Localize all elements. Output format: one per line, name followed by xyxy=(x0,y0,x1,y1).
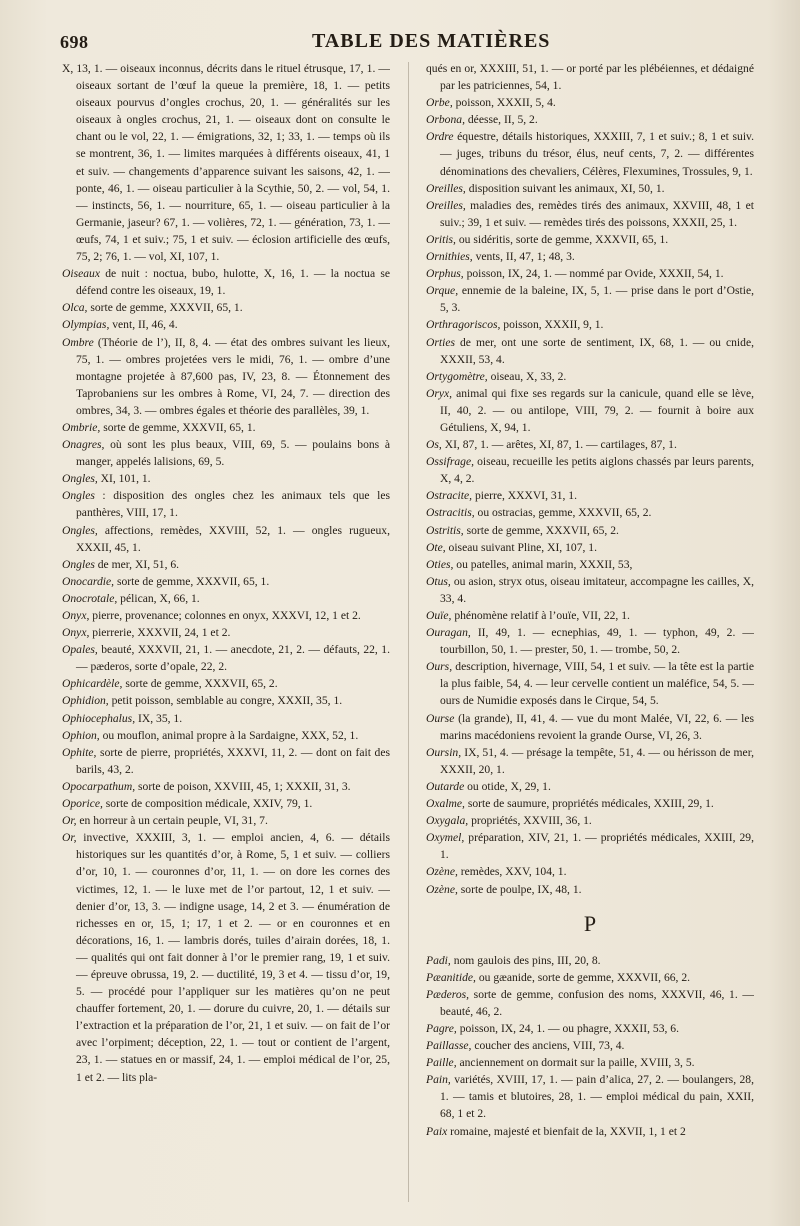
entry-text: XI, 101, 1. xyxy=(97,472,151,486)
entry-text: affections, remèdes, XXVIII, 52, 1. — ongles rugueux, XXXII, 45, 1. xyxy=(76,523,390,554)
index-entry xyxy=(426,316,754,333)
index-entry xyxy=(426,180,754,197)
index-entry xyxy=(426,744,754,778)
index-entry xyxy=(426,812,754,829)
entry-text: remèdes, XXV, 104, 1. xyxy=(457,865,567,879)
entry-text: sorte de gemme, XXXVII, 65, 2. xyxy=(122,677,278,691)
entry-text: qués en or, XXXIII, 51, 1. — or porté par les plébéiennes, et dédaigné par les patriciennes, 54, 1. xyxy=(426,62,754,93)
entry-text: petit poisson, semblable au congre, XXXII, 35, 1. xyxy=(108,694,343,708)
index-entry xyxy=(62,265,390,299)
entry-text: : disposition des ongles chez les animaux tels que les panthères, VIII, 17, 1. xyxy=(76,489,390,520)
entry-text: sorte de gemme, XXXVII, 65, 1. xyxy=(114,574,270,588)
index-entry xyxy=(426,556,754,573)
entry-text: sorte de poulpe, IX, 48, 1. xyxy=(457,882,582,896)
entry-text: poisson, XXXII, 5, 4. xyxy=(452,96,556,110)
entry-headword: Onyx, xyxy=(62,609,90,622)
section-letter-heading: P xyxy=(583,910,597,936)
entry-headword: Oreilles, xyxy=(426,198,466,212)
index-entry xyxy=(426,231,754,248)
entry-headword: Onyx, xyxy=(62,626,90,640)
entry-headword: Ozène, xyxy=(426,882,458,896)
entry-text: sorte de composition médicale, XXIV, 79, 1. xyxy=(102,797,313,811)
entry-text: anciennement on dormait sur la paille, XVIII, 3, 5. xyxy=(456,1056,695,1070)
entry-text: vents, II, 47, 1; 48, 3. xyxy=(472,250,575,264)
entry-text: ou mouflon, animal propre à la Sardaigne, XXX, 52, 1. xyxy=(99,728,359,742)
entry-headword: Ongles xyxy=(62,557,95,571)
index-entry xyxy=(426,282,754,316)
entry-text: oiseau, recueille les petits aiglons chassés par leurs parents, X, 4, 2. xyxy=(440,455,754,486)
entry-headword: Orphus, xyxy=(426,267,464,281)
index-entry xyxy=(426,969,754,986)
entry-headword: Ombrie, xyxy=(62,420,101,434)
index-entry xyxy=(62,316,390,333)
index-entry xyxy=(62,487,390,521)
index-entry xyxy=(426,487,754,504)
entry-headword: Os, xyxy=(426,438,442,452)
index-entry xyxy=(62,624,390,641)
entry-text: description, hivernage, VIII, 54, 1 et suiv. — la tête est la partie la plus faible, 54, 4. — leur cervelle contient un maléfice, 54, 5. — ours de Numidie exposés dans le Cirque, 54, 5. xyxy=(440,660,754,708)
index-entry xyxy=(62,556,390,573)
entry-text: pélican, X, 66, 1. xyxy=(117,591,200,605)
entry-text: déesse, II, 5, 2. xyxy=(464,113,538,127)
entry-text: ou gæanide, sorte de gemme, XXXVII, 66, 2. xyxy=(475,970,691,984)
index-entry xyxy=(62,436,390,470)
index-entry xyxy=(426,368,754,385)
index-entry xyxy=(426,624,754,658)
index-entry xyxy=(62,710,390,727)
entry-headword: Pain, xyxy=(426,1073,451,1087)
entry-headword: Orque, xyxy=(426,284,459,298)
entry-text: XI, 87, 1. — arêtes, XI, 87, 1. — cartilages, 87, 1. xyxy=(441,438,677,452)
entry-headword: Onocrotale, xyxy=(62,591,118,605)
index-entry xyxy=(62,744,390,778)
index-entry xyxy=(426,248,754,265)
entry-text: phénomène relatif à l’ouïe, VII, 22, 1. xyxy=(451,609,630,622)
entry-text: (Théorie de l’), II, 8, 4. — état des ombres suivant les lieux, 75, 1. — ombres projetées vers le midi, 76, 1. — ombre d’une montagne projetée à 87,600 pas, IV, 23, 8. — Étonnement des Taprobaniens sur les ombres à Rome, VI, 24, 7. — direction des ombres, 34, 3. — ombres égales et théorie des parallèles, 39, 1. xyxy=(76,335,390,417)
right-column-p-entries xyxy=(426,952,754,1140)
page-header xyxy=(60,28,551,58)
entry-headword: Orbe, xyxy=(426,96,453,110)
entry-headword: Ophidion, xyxy=(62,694,109,708)
entry-text: romaine, majesté et bienfait de la, XXVII, 1, 1 et 2 xyxy=(447,1124,686,1138)
index-entry xyxy=(62,573,390,590)
entry-text: disposition suivant les animaux, XI, 50, 1. xyxy=(465,181,665,195)
index-entry xyxy=(426,334,754,368)
index-entry xyxy=(62,607,390,624)
entry-headword: Ourse xyxy=(426,711,455,725)
index-entry xyxy=(426,539,754,556)
entry-headword: Oiseaux xyxy=(62,267,100,281)
entry-headword: Pæderos, xyxy=(426,987,470,1001)
index-entry xyxy=(62,727,390,744)
index-entry xyxy=(426,881,754,898)
entry-headword: Ours, xyxy=(426,660,453,674)
index-entry xyxy=(62,470,390,487)
entry-text: X, 13, 1. — oiseaux inconnus, décrits dans le rituel étrusque, 17, 1. — oiseaux sortant de l’œuf la queue la première, 18, 1. — petits oiseaux pourvus d’ongles crochus, 20, 1. — généralités sur les oiseaux à ongles crochus, 21, 1. — oiseaux dont on consulte le chant ou le vol, 22, 1. — émigrations, 32, 1; 33, 1. — temps où ils se montrent, 36, 1. — limites marquées à différents oiseaux, 41, 1 et suiv. — changements d’apparence suivant les saisons, 42, 1. — ponte, 46, 1. — oiseau particulier à la Scythie, 50, 2. — vol, 54, 1. — instincts, 56, 1. — nourriture, 65, 1. — oiseau particulier à la Germanie, jaseur? 67, 1. — volières, 72, 1. — génération, 73, 1. — œufs, 74, 1 et suiv.; 75, 1 et suiv. — éclosion artificielle des œufs, 75, 2; 76, 1. — vol, XI, 107, 1. xyxy=(62,62,390,264)
entry-headword: Ophiocephalus, xyxy=(62,711,136,725)
index-entry xyxy=(426,128,754,179)
entry-headword: Ophion, xyxy=(62,728,100,742)
index-entry xyxy=(426,436,754,453)
entry-text: vent, II, 46, 4. xyxy=(109,318,178,332)
index-entry xyxy=(62,692,390,709)
entry-text: poisson, XXXII, 9, 1. xyxy=(500,318,604,332)
index-entry xyxy=(62,419,390,436)
entry-headword: Or, xyxy=(62,814,77,828)
entry-headword: Olympias, xyxy=(62,318,110,332)
entry-headword: Paillasse, xyxy=(426,1039,472,1053)
entry-headword: Ongles xyxy=(62,489,95,503)
entry-text: (la grande), II, 41, 4. — vue du mont Malée, VI, 22, 6. — les marins macédoniens revoient la grande Ourse, VI, 26, 3. xyxy=(440,711,754,742)
index-entry xyxy=(426,94,754,111)
entry-headword: Outarde xyxy=(426,779,465,793)
entry-text: oiseau, X, 33, 2. xyxy=(487,369,567,383)
entry-text: ou asion, stryx otus, oiseau imitateur, accompagne les cailles, X, 33, 4. xyxy=(440,574,754,605)
entry-headword: Oryx, xyxy=(426,386,453,400)
entry-text: ou otide, X, 29, 1. xyxy=(464,779,551,793)
entry-text: sorte de gemme, confusion des noms, XXXVII, 46, 1. — beauté, 46, 2. xyxy=(440,987,754,1018)
entry-text: sorte de poison, XXVIII, 45, 1; XXXII, 31, 3. xyxy=(135,779,351,793)
index-entry xyxy=(426,952,754,969)
entry-text: de mer, ont une sorte de sentiment, IX, 68, 1. — ou cnide, XXXII, 53, 4. xyxy=(440,335,754,366)
index-entry xyxy=(62,675,390,692)
entry-text: de nuit : noctua, bubo, hulotte, X, 16, 1. — la noctua se défend contre les oiseaux, 19, 1. xyxy=(76,267,390,298)
entry-headword: Oxygala, xyxy=(426,814,469,828)
index-entry xyxy=(62,641,390,675)
page-number: 698 xyxy=(60,32,89,52)
index-entry xyxy=(426,863,754,880)
entry-headword: Onocardie, xyxy=(62,574,115,588)
entry-text: IX, 51, 4. — présage la tempête, 51, 4. — ou hérisson de mer, XXXII, 20, 1. xyxy=(440,745,754,776)
entry-headword: Otus, xyxy=(426,574,451,588)
entry-text: pierre, provenance; colonnes en onyx, XXXVI, 12, 1 et 2. xyxy=(89,609,361,622)
entry-headword: Ouïe, xyxy=(426,609,452,622)
entry-text: animal qui fixe ses regards sur la canicule, quand elle se lève, II, 40, 2. — ou antilope, VIII, 79, 2. — fournit à boire aux Gétuliens, X, 94, 1. xyxy=(440,386,754,434)
index-entry xyxy=(426,1071,754,1122)
entry-headword: Ongles, xyxy=(62,523,98,537)
index-entry xyxy=(62,795,390,812)
entry-text: pierrerie, XXXVII, 24, 1 et 2. xyxy=(89,626,231,640)
entry-text: sorte de saumure, propriétés médicales, XXIII, 29, 1. xyxy=(464,797,714,811)
entry-headword: Oties, xyxy=(426,557,454,571)
index-entry xyxy=(62,812,390,829)
entry-text: sorte de gemme, XXXVII, 65, 1. xyxy=(87,301,243,315)
entry-headword: Ouragan, xyxy=(426,626,471,640)
entry-headword: Ortygomètre, xyxy=(426,369,488,383)
entry-text: ou patelles, animal marin, XXXII, 53, xyxy=(453,557,633,571)
entry-text: en horreur à un certain peuple, VI, 31, 7. xyxy=(76,814,268,828)
entry-headword: Ongles, xyxy=(62,472,98,486)
entry-headword: Ombre xyxy=(62,335,94,349)
index-entry xyxy=(426,710,754,744)
entry-text: coucher des anciens, VIII, 73, 4. xyxy=(471,1039,625,1053)
index-entry xyxy=(426,658,754,709)
entry-headword: Pæanitide, xyxy=(426,970,476,984)
entry-text: pierre, XXXVI, 31, 1. xyxy=(472,489,578,503)
entry-headword: Orties xyxy=(426,335,455,349)
entry-text: IX, 35, 1. xyxy=(135,711,183,725)
index-entry xyxy=(426,1123,754,1140)
entry-headword: Oxymel, xyxy=(426,831,465,845)
entry-headword: Ostritis, xyxy=(426,523,464,537)
index-entry xyxy=(426,1020,754,1037)
entry-headword: Ophite, xyxy=(62,745,97,759)
entry-text: de mer, XI, 51, 6. xyxy=(94,557,180,571)
entry-text: ou sidéritis, sorte de gemme, XXXVII, 65, 1. xyxy=(455,232,669,246)
entry-text: propriétés, XXVIII, 36, 1. xyxy=(468,814,592,828)
index-entry xyxy=(426,111,754,128)
entry-text: poisson, IX, 24, 1. — ou phagre, XXXII, 53, 6. xyxy=(456,1021,680,1035)
entry-text: II, 49, 1. — ecnephias, 49, 1. — typhon, 49, 2. — tourbillon, 50, 1. — prester, 50, 1. — trombe, 50, 2. xyxy=(440,626,754,657)
index-entry xyxy=(426,1054,754,1071)
index-entry xyxy=(426,60,754,94)
entry-headword: Oporice, xyxy=(62,797,103,811)
entry-headword: Ornithies, xyxy=(426,250,473,264)
entry-headword: Oxalme, xyxy=(426,797,465,811)
index-entry xyxy=(62,522,390,556)
entry-text: maladies des, remèdes tirés des animaux, XXVIII, 48, 1 et suiv.; 39, 1 et suiv. — remèdes tirés des poissons, XXXII, 25, 1. xyxy=(440,198,754,229)
right-column-o-entries xyxy=(426,60,754,898)
index-entry xyxy=(426,197,754,231)
entry-headword: Pagre, xyxy=(426,1021,457,1035)
entry-headword: Oritis, xyxy=(426,232,456,246)
index-entry xyxy=(426,385,754,436)
index-entry xyxy=(62,590,390,607)
entry-headword: Ote, xyxy=(426,540,446,554)
entry-text: invective, XXXIII, 3, 1. — emploi ancien, 4, 6. — détails historiques sur les quantités d’or, à Rome, 5, 1 et suiv. — colliers d’or, 10, 1. — couronnes d’or, 11, 1. — on dore les cornes des victimes, 12, 1. — le luxe met de l’or partout, 12, 1 et suiv. — denier d’or, 13, 3. — indigne usage, 14, 2 et 3. — énumération de richesses en or, 15, 1; 17, 1 et 2. — or en couronnes et en décorations, 16, 1. — lambris dorés, tuiles d’airain dorées, 18, 1. — qualités qui ont fait donner à l’or le premier rang, 19, 1 et suiv. — épreuve obrussa, 19, 2. — ductilité, 19, 3 et 4. — tissu d’or, 19, 5. — procédé pour l’appliquer sur les matières qu’on ne peut chauffer fortement, 20, 1. — dorure du cuivre, 20, 1. — détails sur l’extraction et la préparation de l’or, 21, 1 et suiv. — on fait de l’or avec l’orpiment; déception, 22, 1. — tout or contient de l’argent, 23, 1. — statues en or massif, 24, 1. — emploi médical de l’or, 25, 1 et 2. — lits pla- xyxy=(76,831,390,1084)
left-column xyxy=(62,60,390,1226)
entry-text: où sont les plus beaux, VIII, 69, 5. — poulains bons à manger, appelés lalisions, 69, 5. xyxy=(76,438,390,469)
index-entry xyxy=(62,60,390,265)
index-entry xyxy=(426,986,754,1020)
index-entry xyxy=(426,829,754,863)
index-entry xyxy=(426,522,754,539)
index-entry xyxy=(426,573,754,607)
index-entry xyxy=(62,829,390,1085)
entry-headword: Oreilles, xyxy=(426,181,466,195)
index-entry xyxy=(426,795,754,812)
entry-headword: Ostracite, xyxy=(426,489,473,503)
index-entry xyxy=(426,265,754,282)
index-entry xyxy=(62,334,390,419)
column-divider xyxy=(408,62,409,1202)
entry-headword: Or, xyxy=(62,831,77,845)
entry-headword: Paix xyxy=(426,1124,448,1138)
index-entry xyxy=(426,453,754,487)
entry-text: variétés, XVIII, 17, 1. — pain d’alica, 27, 2. — boulangers, 28, 1. — tamis et blutoires, 28, 1. — emploi médical du pain, XXII, 68, 1 et 2. xyxy=(440,1073,754,1121)
entry-headword: Ossifrage, xyxy=(426,455,474,469)
entry-text: poisson, IX, 24, 1. — nommé par Ovide, XXXII, 54, 1. xyxy=(463,267,724,281)
entry-headword: Paille, xyxy=(426,1056,457,1070)
entry-text: ou ostracias, gemme, XXXVII, 65, 2. xyxy=(474,506,652,520)
index-entry xyxy=(62,299,390,316)
entry-headword: Padi, xyxy=(426,953,451,967)
entry-text: beauté, XXXVII, 21, 1. — anecdote, 21, 2. — défauts, 22, 1. — pæderos, sorte d’opale, 22, 2. xyxy=(76,643,390,674)
right-column xyxy=(426,60,754,1226)
index-entry xyxy=(426,607,754,624)
entry-text: sorte de gemme, XXXVII, 65, 2. xyxy=(463,523,619,537)
entry-headword: Ostracitis, xyxy=(426,506,475,520)
index-entry xyxy=(426,778,754,795)
entry-text: sorte de gemme, XXXVII, 65, 1. xyxy=(100,420,256,434)
entry-headword: Ordre xyxy=(426,130,454,144)
entry-headword: Olca, xyxy=(62,301,88,315)
entry-headword: Orbona, xyxy=(426,113,465,127)
entry-text: préparation, XIV, 21, 1. — propriétés médicales, XXIII, 29, 1. xyxy=(440,831,754,862)
entry-text: sorte de pierre, propriétés, XXXVI, 11, 2. — dont on fait des barils, 43, 2. xyxy=(76,745,390,776)
index-entry xyxy=(426,1037,754,1054)
index-entry xyxy=(426,504,754,521)
entry-headword: Ozène, xyxy=(426,865,458,879)
entry-headword: Ophicardèle, xyxy=(62,677,123,691)
entry-headword: Opocarpathum, xyxy=(62,779,136,793)
entry-text: nom gaulois des pins, III, 20, 8. xyxy=(450,953,601,967)
running-title: TABLE DES MATIÈRES xyxy=(312,30,551,52)
entry-text: oiseau suivant Pline, XI, 107, 1. xyxy=(445,540,597,554)
entry-text: équestre, détails historiques, XXXIII, 7, 1 et suiv.; 8, 1 et suiv. — juges, tribuns du trésor, élus, neuf cents, 7, 2. — différentes dénominations des chevaliers, Célères, Flexumines, Trossules, 9, 1. xyxy=(440,130,754,178)
entry-headword: Orthragoriscos, xyxy=(426,318,501,332)
entry-headword: Onagres, xyxy=(62,438,105,452)
entry-headword: Opales, xyxy=(62,643,98,657)
entry-text: ennemie de la baleine, IX, 5, 1. — prise dans le port d’Ostie, 5, 3. xyxy=(440,284,754,315)
entry-headword: Oursin, xyxy=(426,745,462,759)
index-entry xyxy=(62,778,390,795)
